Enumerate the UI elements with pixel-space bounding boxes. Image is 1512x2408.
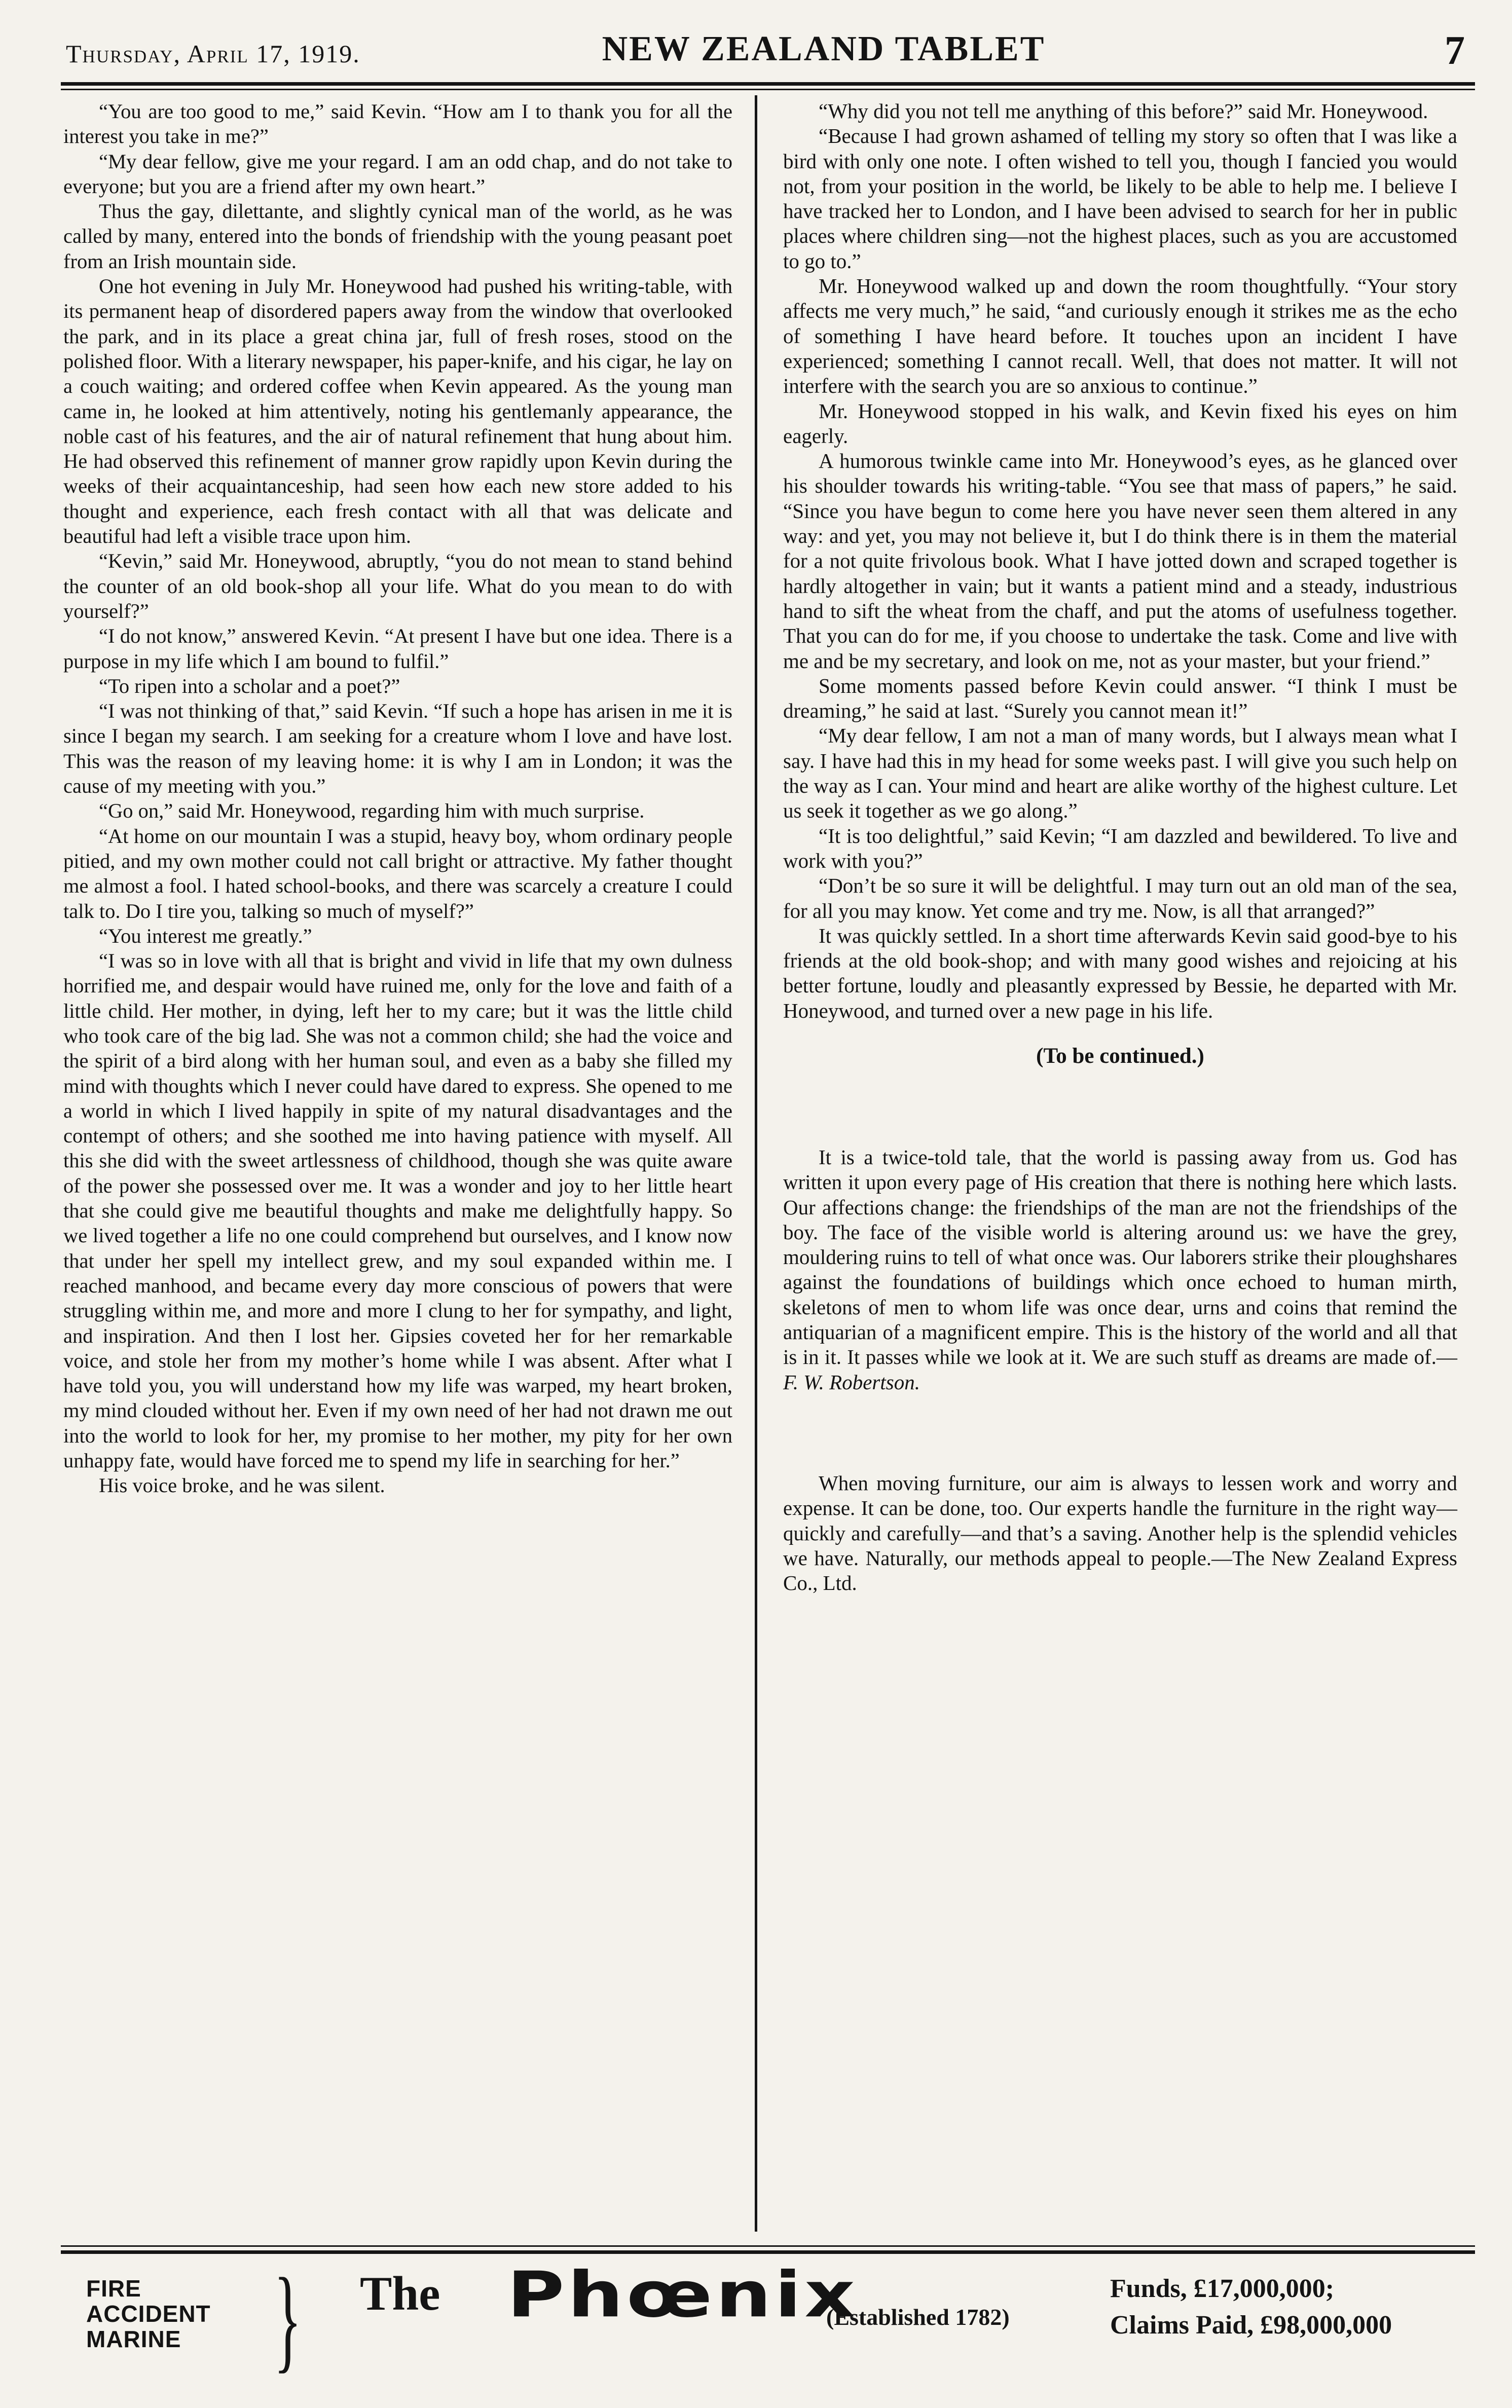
brand-article: The [360,2267,440,2320]
right-paragraph: A humorous twinkle came into Mr. Honeywood’s eyes, as he glanced over his shoulder towards his writing-table. “You see that mass of papers,” he said. “Since you have begun to come here you have never seen them altered in any way: and yet, you may not believe it, but I do think there is in them the material for a not quite frivolous book. What I have jotted down and scraped together is hardly altogether in vain; but it wants a patient mind and a steady, industrious hand to sift the wheat from the chaff, and put the atoms of usefulness together. That you can do for me, if you choose to undertake the task. Come and live with me and be my secretary, and look on me, not as your master, but your friend.” [783,449,1457,673]
left-paragraph: “Kevin,” said Mr. Honeywood, abruptly, “you do not mean to stand behind the counter of an old book-shop all your life. What do you mean to do with yourself?” [63,549,732,622]
right-paragraph: “Don’t be so sure it will be delightful. I may turn out an old man of the sea, for all you may know. Yet come and try me. Now, is all that arranged?” [783,874,1457,922]
header-rule-bottom [61,89,1475,90]
brand-name: Phœnix [507,2258,859,2331]
left-paragraph: One hot evening in July Mr. Honeywood had pushed his writing-table, with its permanent heap of disordered papers away from the window that overlooked the park, and in its place a great china jar, full of fresh roses, stood on the polished floor. With a literary newspaper, his paper-knife, and his cigar, he lay on a couch waiting; and ordered coffee when Kevin appeared. As the young man came in, he looked at him attentively, noting his gentlemanly appearance, the noble cast of his features, and the air of natural refinement that hung about him. He had observed this refinement of manner grow rapidly upon Kevin during the weeks of their acquaintanceship, had seen how each new store added to his thought and experience, each fresh contact with all that was delicate and beautiful had left a visible trace upon him. [63,275,732,548]
essay-signature: F. W. Robertson. [783,1370,920,1394]
left-column [63,99,732,1498]
phoenix-advert [66,2254,1465,2383]
right-paragraph: Mr. Honeywood walked up and down the room thoughtfully. “Your story affects me very much,” he said, “and curiously enough it strikes me as the echo of something I have heard before. It touches upon an incident I have experienced; something I cannot recall. Well, that does not matter. It will not interfere with the search you are so anxious to continue.” [783,274,1457,398]
right-paragraph: “My dear fellow, I am not a man of many words, but I always mean what I say. I have had this in my head for some weeks past. I will give you such help on the way as I can. Your mind and heart are alike worthy of the highest culture. Let us seek it together as we go along.” [783,724,1457,823]
insurance-fire: FIRE [86,2275,141,2302]
footer-rule-top [61,2245,1475,2247]
funds-amount: Funds, £17,000,000; [1110,2274,1335,2303]
left-paragraph: “I do not know,” answered Kevin. “At present I have but one idea. There is a purpose in my life which I am bound to fulfil.” [63,624,732,673]
column-divider [755,95,757,2232]
publication-title: NEW ZEALAND TABLET [602,29,1046,68]
section-gap [783,1395,1457,1471]
insurance-accident: ACCIDENT [86,2301,211,2327]
right-paragraph: “It is too delightful,” said Kevin; “I am dazzled and bewildered. To live and work with you?” [783,824,1457,872]
funds-block [1110,2271,1392,2344]
insurance-marine: MARINE [86,2326,181,2352]
header-rule-top [61,82,1475,86]
right-paragraph: It was quickly settled. In a short time afterwards Kevin said good-bye to his friends at the old book-shop; and with many good wishes and rejoicing at his better fortune, loudly and pleasantly expressed by Bessie, he departed with Mr. Honeywood, and turned over a new page in his life. [783,923,1457,1022]
essay-paragraph [783,1145,1457,1395]
left-paragraph: “At home on our mountain I was a stupid, heavy boy, whom ordinary people pitied, and my own mother could not call bright or attractive. My father thought me almost a fool. I hated school-books, and there was scarcely a creature I could talk to. Do I tire you, talking so much of myself?” [63,824,732,922]
claims-paid: Claims Paid, £98,000,000 [1110,2311,1392,2340]
left-paragraph: Thus the gay, dilettante, and slightly cynical man of the world, as he was called by many, entered into the bonds of friendship with the young peasant poet from an Irish mountain side. [63,200,732,273]
left-paragraph: “You are too good to me,” said Kevin. “How am I to thank you for all the interest you take in me?” [63,100,732,148]
section-gap [783,1069,1457,1145]
right-paragraph: “Why did you not tell me anything of this before?” said Mr. Honeywood. [819,99,1428,123]
issue-date: Thursday, April 17, 1919. [66,40,360,68]
left-paragraph: “Go on,” said Mr. Honeywood, regarding him with much surprise. [99,799,645,823]
right-column [783,99,1457,1596]
to-be-continued: (To be continued.) [1036,1044,1204,1068]
express-advert: When moving furniture, our aim is always to lessen work and worry and expense. It can be done, too. Our experts handle the furniture in the right way—quickly and carefully—and that’s a saving. Another help is the splendid vehicles we have. Naturally, our methods appeal to people.—The New Zealand Express Co., Ltd. [783,1471,1457,1595]
right-paragraph: Mr. Honeywood stopped in his walk, and Kevin fixed his eyes on him eagerly. [783,399,1457,448]
brace-glyph: } [274,2254,302,2383]
page-number: 7 [1445,28,1465,73]
left-paragraph: “I was not thinking of that,” said Kevin. “If such a hope has arisen in me it is since I began my search. I am seeking for a creature whom I love and have lost. This was the reason of my leaving home: it is why I am in London; it was the cause of my meeting with you.” [63,699,732,798]
left-paragraph: “I was so in love with all that is bright and vivid in life that my own dulness horrified me, and despair would have ruined me, only for the love and faith of a little child. Her mother, in dying, left her to my care; but it was the little child who took care of the big lad. She was not a common child; she had the voice and the spirit of a bird along with her human soul, and even as a baby she filled my mind with thoughts which I never could have dared to express. She opened to me a world in which I lived happily in spite of my natural disadvantages and the contempt of others; and she soothed me into having patience with myself. All this she did with the sweet artlessness of childhood, though she was quite aware of the power she possessed over me. It was a wonder and joy to her little heart that she could give me beautiful thoughts and make me delightfully happy. So we lived together a life no one could comprehend but ourselves, and I know now that under her spell my intellect grew, and my soul expanded within me. I reached manhood, and became every day more conscious of powers that were struggling within me, and more and more I clung to her for sympathy, and light, and inspiration. And then I lost her. Gipsies coveted her for her remarkable voice, and stole her from my mother’s home while I was absent. After what I have told you, you will understand how my life was warped, my heart broken, my mind clouded without her. Even if my own need of her had not drawn me out into the world to look for her, my promise to her mother, my pity for her own unhappy fate, would have forced me to spend my life in searching for her.” [63,949,732,1472]
left-paragraph: “You interest me greatly.” [99,924,312,947]
right-paragraph: Some moments passed before Kevin could answer. “I think I must be dreaming,” he said at last. “Surely you cannot mean it!” [783,674,1457,723]
essay-text: It is a twice-told tale, that the world is passing away from us. God has written it upon every page of His creation that there is nothing here which lasts. Our affections change: the friendships of the man are not the friendships of the boy. The face of the visible world is altering around us: we have the grey, mouldering ruins to tell of what once was. Our laborers strike their ploughshares against the foundations of buildings which once echoed to human mirth, skeletons of men to whom life was once dear, urns and coins that remind the antiquarian of a magnificent empire. This is the history of the world and all that is in it. It passes while we look at it. We are such stuff as dreams are made of.— [783,1145,1457,1369]
left-paragraph: “My dear fellow, give me your regard. I am an odd chap, and do not take to everyone; but you are a friend after my own heart.” [63,150,732,198]
page-header [66,28,1465,79]
insurance-types [86,2276,211,2352]
footer-rule-bottom [61,2250,1475,2254]
left-paragraph: “To ripen into a scholar and a poet?” [99,674,400,697]
right-paragraph: “Because I had grown ashamed of telling my story so often that I was like a bird with only one note. I often wished to tell you, though I fancied you would not, from your position in the world, be likely to be able to help me. I believe I have tracked her to London, and I have been advised to search for her in public places where children sing—not the highest places, such as you are accustomed to go to.” [783,124,1457,273]
established-date: (Established 1782) [826,2304,1010,2330]
left-paragraph: His voice broke, and he was silent. [99,1474,385,1497]
